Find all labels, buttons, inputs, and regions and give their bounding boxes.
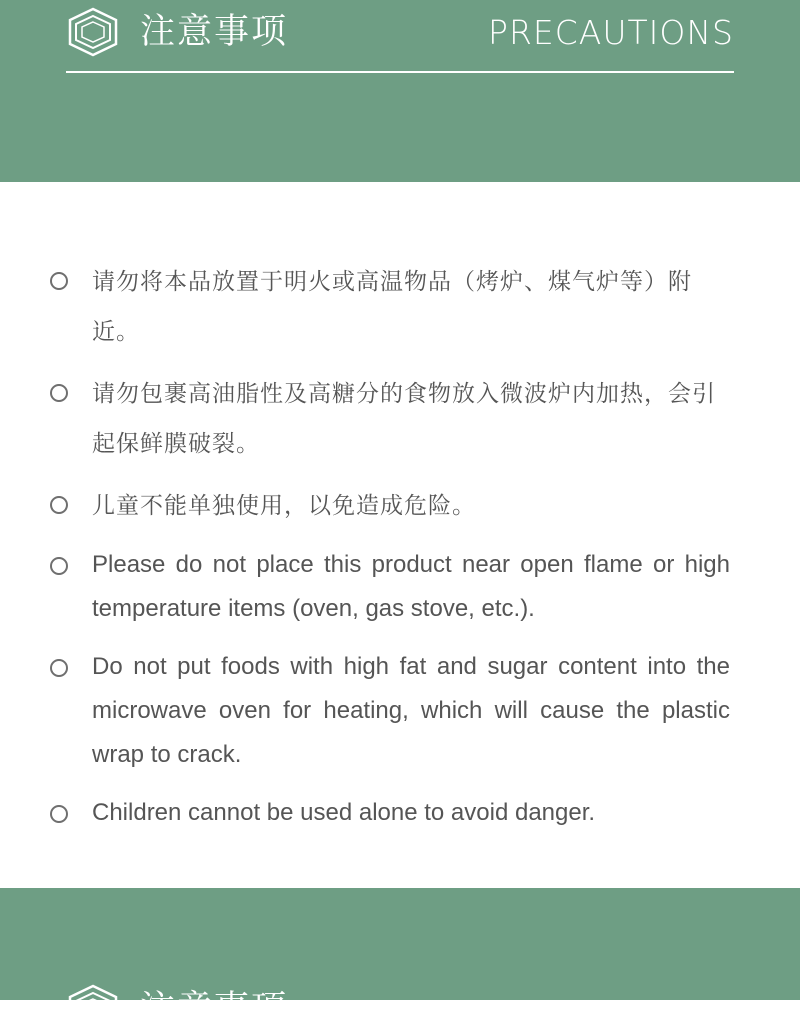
list-item-text: 儿童不能单独使用，以免造成危险。 — [92, 493, 476, 519]
precautions-list — [50, 257, 730, 849]
list-item-text: 请勿将本品放置于明火或高温物品（烤炉、煤气炉等）附近。 — [92, 269, 692, 345]
list-item-text: Please do not place this product near open flame or high temperature items (oven, gas stove, etc.). — [92, 551, 730, 622]
page-title: 注意事项 — [140, 11, 289, 52]
header-divider — [66, 71, 734, 73]
footer-band — [0, 888, 800, 1029]
footer-title: 注意事项 — [140, 988, 289, 1029]
list-item — [50, 543, 730, 631]
footer-row — [66, 984, 288, 1034]
list-item-text: 请勿包裹高油脂性及高糖分的食物放入微波炉内加热，会引起保鲜膜破裂。 — [92, 381, 716, 457]
circle-bullet-icon — [50, 659, 68, 677]
hexagon-icon — [66, 7, 120, 57]
list-item — [50, 369, 730, 469]
page-title-english: PRECAUTIONS — [488, 12, 734, 52]
circle-bullet-icon — [50, 557, 68, 575]
circle-bullet-icon — [50, 805, 68, 823]
hexagon-icon — [66, 984, 120, 1034]
list-item — [50, 645, 730, 777]
circle-bullet-icon — [50, 496, 68, 514]
list-item-text: Do not put foods with high fat and sugar content into the microwave oven for heating, which will cause the plastic wrap to crack. — [92, 653, 730, 768]
list-item — [50, 791, 730, 835]
circle-bullet-icon — [50, 384, 68, 402]
header-row — [66, 6, 734, 58]
header-left — [66, 7, 288, 57]
list-item — [50, 257, 730, 357]
list-item — [50, 481, 730, 531]
circle-bullet-icon — [50, 272, 68, 290]
list-item-text: Children cannot be used alone to avoid danger. — [92, 799, 596, 826]
header-band — [0, 0, 800, 182]
